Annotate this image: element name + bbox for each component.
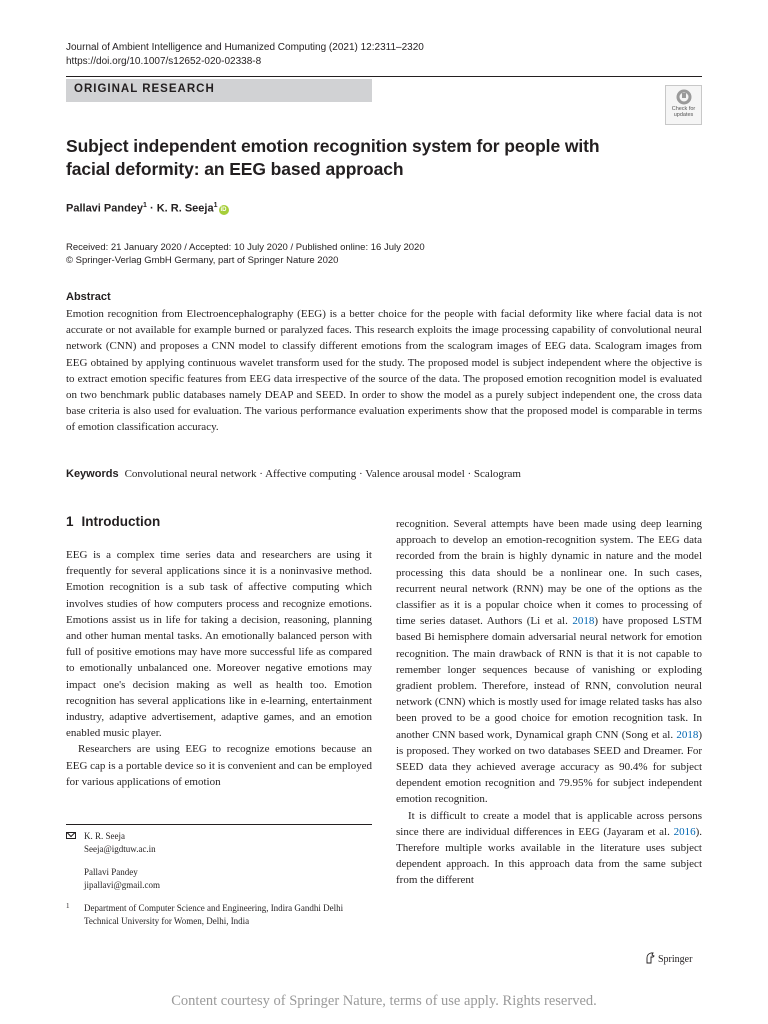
affiliation-text: Department of Computer Science and Engineering, Indira Gandhi Delhi Technical University for Women, Delhi, India xyxy=(84,903,344,926)
check-for-updates-badge[interactable] xyxy=(665,85,702,125)
journal-header xyxy=(66,41,424,69)
affiliation-marker: 1 xyxy=(143,202,147,209)
author-name[interactable]: K. R. Seeja xyxy=(156,202,214,215)
paragraph xyxy=(396,516,702,808)
courtesy-notice: Content courtesy of Springer Nature, terms of use apply. Rights reserved. xyxy=(171,993,597,1009)
paragraph-text: recognition. Several attempts have been made using deep learning approach to develop an emotion-recognition system. The EEG data recorded from the brain is highly dynamic in nature and the model processing this data should be a nonlinear one. In such cases, recurrent neural network (RNN) may be one of the options as the classifier as it is a popular choice when it comes to processing of time series dataset. Authors (Li et al. xyxy=(396,518,702,628)
doi-link[interactable]: https://doi.org/10.1007/s12652-020-02338-8 xyxy=(66,56,262,67)
paragraph-text: ) have proposed LSTM based Bi hemisphere domain adversarial neural network for emotion recognition. The main drawback of RNN is that it is not capable to remember longer sequences because of vanishing or exploding gradient problem. Therefore, instead of RNN, convolution neural network (CNN) which is mostly used for image related tasks has also been proved to be a good choice for emotion recognition task. In another CNN based work, Dynamical graph CNN (Song et al. xyxy=(396,615,702,741)
journal-citation: Journal of Ambient Intelligence and Humanized Computing (2021) 12:2311–2320 xyxy=(66,42,424,53)
check-updates-text: Check for updates xyxy=(671,106,696,118)
orcid-icon[interactable]: iD xyxy=(220,206,227,213)
contact-email[interactable]: Seeja@igdtuw.ac.in xyxy=(84,843,156,854)
affiliation xyxy=(66,902,372,927)
paragraph-text: ) is proposed. They worked on two databases SEED and Dreamer. For SEED data they achieved average accuracy as 90.4% for subject dependent emotion recognition and 79.95% for subject independent emotion recognition. xyxy=(396,728,702,806)
paragraph: Researchers are using EEG to recognize emotions because an EEG cap is a portable device so it is convenient and can be employed for various applications of emotion xyxy=(66,743,372,788)
paragraph-text: It is difficult to create a model that is applicable across persons since there are individual differences in EEG (Jayaram et al. xyxy=(396,809,702,838)
envelope-icon xyxy=(66,832,76,839)
paragraph-text: ). Therefore multiple works available in the literature uses subject dependent approach. In this approach data from the same subject from the different xyxy=(396,825,702,887)
abstract-heading: Abstract xyxy=(66,291,111,303)
section-heading-introduction xyxy=(66,514,160,529)
corresponding-author xyxy=(66,830,372,855)
history-dates: Received: 21 January 2020 / Accepted: 10 July 2020 / Published online: 16 July 2020 xyxy=(66,242,425,253)
footnotes xyxy=(66,830,372,927)
left-column xyxy=(66,547,372,790)
citation-link[interactable]: 2018 xyxy=(572,615,595,628)
second-author-contact xyxy=(66,866,372,891)
section-number: 1 xyxy=(66,514,74,529)
publisher-mark xyxy=(645,952,692,965)
affiliation-number: 1 xyxy=(66,902,70,910)
citation-link[interactable]: 2016 xyxy=(673,825,696,838)
article-type-label: ORIGINAL RESEARCH xyxy=(74,83,215,95)
copyright-line: © Springer-Verlag GmbH Germany, part of Springer Nature 2020 xyxy=(66,255,339,266)
paragraph xyxy=(396,808,702,889)
author-list xyxy=(66,202,229,215)
footnote-rule xyxy=(66,824,372,825)
abstract-body: Emotion recognition from Electroencephalography (EEG) is a better choice for the people with facial deformity like where facial data is not accurate or not available for example burned or paralyzed faces. This research exploits the image processing capability of convolutional neural network (CNN) and proposes a CNN model to classify different emotions from the scalogram images of EEG data. Scalogram images from EEG obtained by applying continuous wavelet transform used for the study. The proposed model is subject independent where the objective is to extract emotion specific features from EEG data irrespective of the source of the data. The proposed emotion recognition model is evaluated on two benchmark public databases namely DEAP and SEED. In order to show the model as a purely subject independent one, the cross data base criteria is also used for evaluation. The various performance evaluation experiments show that the proposed model is comparable in terms of emotion classification accuracy. xyxy=(66,308,702,434)
keywords-list: Convolutional neural network · Affective computing · Valence arousal model · Scalogram xyxy=(124,468,521,480)
paragraph: EEG is a complex time series data and researchers are using it frequently for several applications since it is a noninvasive method. Emotion recognition is a sub task of affective computing which involves studies of how computers process and recognize emotions. Emotions assist us in life for taking a decision, reasoning, planning and other human mental tasks. An emotionally balanced person with full of positive emotions may have more successful life as compared to emotionally unbalanced one. Moreover negative emotions may impact one's decision making as well as health too. Emotion recognition has several applications like in e-learning, entertainment industry, adaptive advertisement, adaptive games, and an emotion enabled music player. xyxy=(66,549,372,740)
springer-horse-icon xyxy=(645,952,655,964)
right-column xyxy=(396,516,702,889)
publisher-name: Springer xyxy=(658,954,693,965)
author-name[interactable]: Pallavi Pandey xyxy=(66,202,144,215)
keywords-label: Keywords xyxy=(66,468,119,480)
paper-title: Subject independent emotion recognition system for people with facial deformity: an EEG based approach xyxy=(66,136,600,179)
contact-email[interactable]: jipallavi@gmail.com xyxy=(84,879,161,890)
citation-link[interactable]: 2018 xyxy=(676,728,699,741)
author-separator: · xyxy=(146,202,157,215)
publication-dates xyxy=(66,241,425,267)
keywords xyxy=(66,468,521,480)
header-rule xyxy=(66,76,702,77)
contact-name: K. R. Seeja xyxy=(84,831,125,841)
check-updates-icon xyxy=(676,89,692,105)
contact-name: Pallavi Pandey xyxy=(84,867,138,877)
section-title: Introduction xyxy=(81,514,161,529)
affiliation-marker: 1 xyxy=(213,202,218,209)
